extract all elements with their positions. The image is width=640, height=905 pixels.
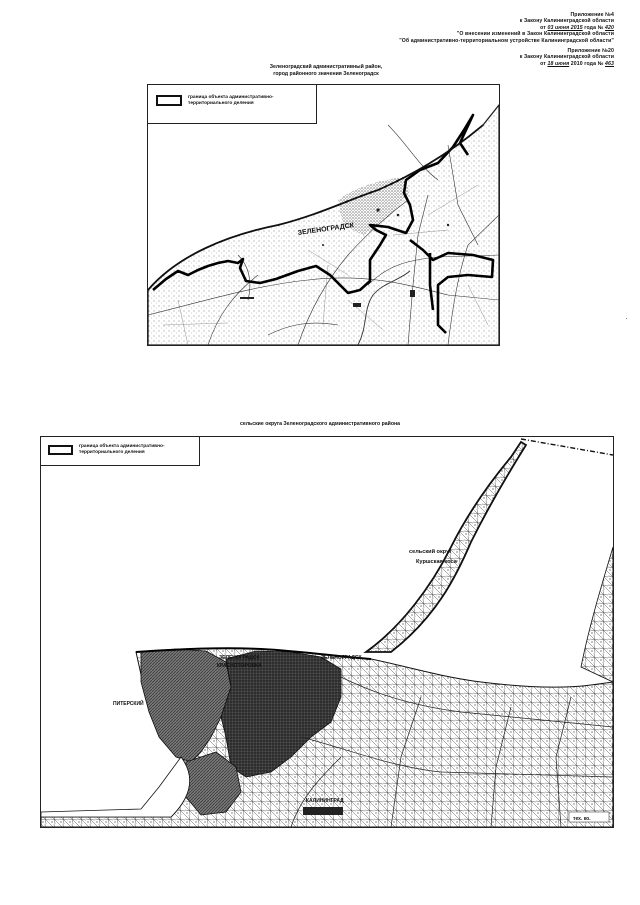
map2-legend xyxy=(41,437,200,466)
map1-legend xyxy=(148,85,317,124)
map1-legend-swatch xyxy=(156,95,182,106)
annex-bottom-date: 18 июня xyxy=(547,60,570,67)
annex-top-line3: "О внесении изменений в Закон Калининградской области xyxy=(456,31,614,38)
map2-svg xyxy=(41,437,613,827)
scan-speck xyxy=(626,318,627,319)
map2-legend-label: граница объекта административно- территориального деления xyxy=(79,444,165,455)
map2-label-upper-right2: КРАСНОТОРОВКА xyxy=(217,663,262,669)
map2-label-upper-left: ЗЕЛЕНОГРАДСК xyxy=(219,655,260,661)
map2-frame xyxy=(40,436,614,828)
map1-land xyxy=(148,105,499,345)
annex-top-line4: "Об административно-территориальном устройстве Калининградской области" xyxy=(399,37,614,44)
map2-label-bottom-city: КАЛИНИНГРАД xyxy=(306,798,344,804)
map2-city-marker xyxy=(303,807,343,815)
map1-legend-label: граница объекта административно- территориального деления xyxy=(188,95,274,106)
map2-right-shore xyxy=(581,547,613,682)
annex-top-line2: от 03 июня 2015 года № 420 xyxy=(540,24,614,31)
map2-spit-label-1: сельский округ xyxy=(409,549,452,555)
annex-bottom-number: 463 xyxy=(605,60,614,67)
map2-curonian-spit xyxy=(366,442,526,652)
map1-svg xyxy=(148,85,499,345)
map1-title: Зеленоградский административный район, город районного значения Зеленоградск xyxy=(269,64,383,77)
annex-header-bottom xyxy=(520,48,614,67)
annex-top-line1: к Закону Калининградской области xyxy=(519,18,614,25)
map1-frame xyxy=(147,84,500,346)
map2-stamp-text: тех. ко. xyxy=(573,816,591,822)
annex-bottom-title: Приложение №20 xyxy=(567,48,614,54)
annex-header-top xyxy=(399,12,614,44)
annex-bottom-line1: к Закону Калининградской области xyxy=(519,54,614,61)
map1-city-label: ЗЕЛЕНОГРАДСК xyxy=(297,222,355,237)
map2-label-upper-right: ЗЕЛЕНОГРАДСК xyxy=(321,655,362,661)
map2-bay xyxy=(41,757,190,817)
annex-top-title: Приложение №4 xyxy=(570,12,614,18)
map2-spit-label-2: Куршская коса xyxy=(416,559,457,565)
annex-top-number: 420 xyxy=(605,24,614,31)
map2-state-border xyxy=(521,439,613,455)
annex-top-date: 03 июня 2015 xyxy=(547,24,583,31)
map2-label-left-edge: ПИТЕРСКИЙ xyxy=(113,701,144,707)
map2-title: сельские округа Зеленоградского административного района xyxy=(239,421,401,427)
annex-bottom-line2: от 18 июня 2010 года № 463 xyxy=(540,60,614,67)
map2-legend-swatch xyxy=(48,445,73,455)
